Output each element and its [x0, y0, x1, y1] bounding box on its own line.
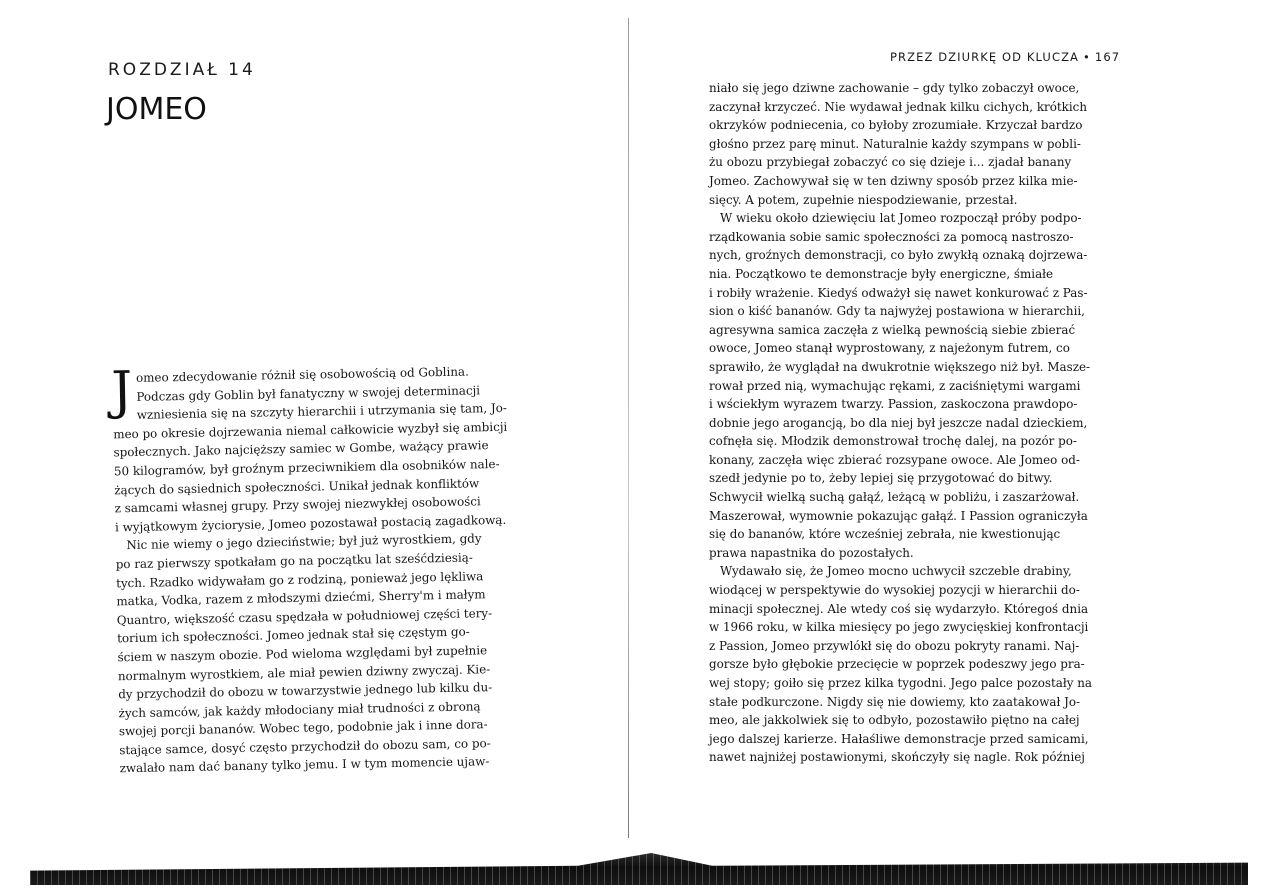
text-line: torium ich społeczności. Jomeo jednak stał się częstym go-: [117, 624, 470, 646]
text-line: cofnęła się. Młodzik demonstrował trochę dalej, na pozór po-: [709, 434, 1077, 449]
chapter-title: JOMEO: [106, 92, 207, 127]
book-gutter: [628, 18, 629, 838]
text-line: rował przed nią, wymachując rękami, z zaciśniętymi wargami: [709, 378, 1081, 393]
text-line: stałe podkurczone. Nigdy się nie dowiemy, kto zaatakował Jo-: [709, 694, 1081, 709]
text-line: normalnym wyrostkiem, ale miał pewien dziwny zwyczaj. Kie-: [117, 661, 491, 683]
text-line: nych, groźnych demonstracji, co było zwykłą oznaką dojrzewa-: [709, 248, 1088, 263]
text-line: Maszerował, wymownie pokazując gałąź. I Passion ograniczyła: [709, 508, 1088, 523]
text-line: stające samce, dosyć często przychodził do obozu sam, co po-: [119, 736, 491, 758]
text-line: dobnie jego arogancją, bo dla niej był jeszcze nadal dzieckiem,: [709, 415, 1088, 430]
text-line: społecznych. Jako najcięższy samiec w Gombe, ważący prawie: [113, 438, 489, 460]
text-line: w 1966 roku, w kilka miesięcy po jego zwycięskiej konfrontacji: [709, 620, 1089, 635]
text-line: i robiły wrażenie. Kiedyś odważył się nawet konkurować z Pas-: [709, 285, 1088, 300]
drop-cap: J: [110, 360, 133, 422]
text-line: głośno przez parę minut. Naturalnie każdy szympans w pobli-: [709, 136, 1081, 151]
text-line: nawet najniżej postawionymi, skończyły się nagle. Rok później: [709, 750, 1085, 765]
text-line: W wieku około dziewięciu lat Jomeo rozpoczął próby podpo-: [720, 211, 1082, 226]
text-line: ściem w naszym obozie. Pod wieloma względami był zupełnie: [117, 643, 488, 665]
text-line: po raz pierwszy spotkałam go na początku lat sześćdziesią-: [115, 550, 473, 572]
text-line: niało się jego dziwne zachowanie – gdy tylko zobaczył owoce,: [709, 81, 1080, 95]
text-line: wiodącej w perspektywie do wysokiej pozycji w hierarchii do-: [709, 583, 1080, 598]
text-line: tych. Rzadko widywałam go z rodziną, ponieważ jego lękliwa: [115, 568, 484, 590]
page-number: 167: [1094, 50, 1121, 64]
text-line: wzniesienia się na szczyty hierarchii i utrzymania się tam, Jo-: [136, 400, 507, 423]
running-head-title: PRZEZ DZIURKĘ OD KLUCZA: [890, 50, 1080, 64]
running-head-separator: •: [1083, 50, 1091, 64]
right-page-text: [709, 79, 1156, 767]
text-line: żych samców, jak każdy młodociany miał trudności z obroną: [118, 699, 481, 720]
text-line: żących do sąsiednich społeczności. Unikał jednak konfliktów: [114, 475, 480, 497]
text-line: meo, ale jakkolwiek się to odbyło, pozostawiło piętno na całej: [709, 713, 1080, 728]
text-line: meo po okresie dojrzewania niemal całkowicie wyzbył się ambicji: [113, 419, 508, 442]
text-line: się do bananów, które wcześniej zebrała, nie kwestionując: [709, 527, 1061, 542]
text-line: Quantro, większość czasu spędzała w południowej części tery-: [116, 605, 493, 628]
text-line: jego dalszej karierze. Hałaśliwe demonstracje przed samicami,: [709, 731, 1089, 746]
text-line: gorsze było głębokie przecięcie w poprzek podeszwy jego pra-: [709, 657, 1085, 672]
text-line: matka, Vodka, razem z młodszymi dziećmi, Sherry'm i małym: [116, 587, 486, 609]
text-line: owoce, Jomeo stanął wyprostowany, z najeżonym futrem, co: [709, 341, 1070, 356]
text-line: nia. Początkowo te demonstracje były energiczne, śmiałe: [709, 266, 1054, 281]
text-line: zwalało nam dać banany tylko jemu. I w tym momencie ujaw-: [119, 754, 490, 776]
running-head: [890, 50, 1180, 64]
text-line: i wściekłym wyrazem twarzy. Passion, zaskoczona prawdopo-: [709, 397, 1078, 412]
text-line: Schwycił wielką suchą gałąź, leżącą w pobliżu, i zaszarżował.: [709, 490, 1080, 505]
text-line: prawa napastnika do pozostałych.: [709, 545, 914, 560]
text-line: sion o kiść bananów. Gdy ta najwyżej postawiona w hierarchii,: [709, 304, 1085, 319]
text-line: z Passion, Jomeo przywlókł się do obozu pokryty ranami. Naj-: [709, 638, 1080, 653]
text-line: 50 kilogramów, był groźnym przeciwnikiem dla osobników nale-: [113, 456, 500, 479]
text-line: zaczynał krzyczeć. Nie wydawał jednak kilku cichych, krótkich: [709, 99, 1087, 114]
text-line: swojej porcji bananów. Wobec tego, podobnie jak i inne dora-: [118, 717, 488, 739]
left-page-text: [110, 360, 601, 778]
text-line: wej stopy; goiło się przez kilka tygodni. Jego palce pozostały na: [709, 676, 1092, 690]
text-line: agresywna samica zaczęła z wielką pewnością siebie zbierać: [709, 322, 1076, 337]
chapter-label: ROZDZIAŁ 14: [108, 60, 256, 80]
text-line: konany, zaczęła więc zbierać rozsypane owoce. Ale Jomeo od-: [709, 452, 1080, 467]
text-line: Podczas gdy Goblin był fanatyczny w swojej determinacji: [136, 382, 481, 404]
text-line: Nic nie wiemy o jego dzieciństwie; był już wyrostkiem, gdy: [126, 531, 482, 553]
text-line: Jomeo. Zachowywał się w ten dziwny sposób przez kilka mie-: [709, 173, 1078, 188]
text-line: minacji społecznej. Ale wtedy coś się wydarzyło. Któregoś dnia: [709, 601, 1089, 616]
text-line: szedł jedynie po to, żeby lepiej się przygotować do bitwy.: [709, 471, 1053, 486]
text-line: Wydawało się, że Jomeo mocno uchwycił szczeble drabiny,: [720, 564, 1072, 579]
text-line: omeo zdecydowanie różnił się osobowością od Goblina.: [135, 364, 469, 385]
text-line: sprawiło, że wyglądał na dwukrotnie większego niż był. Masze-: [709, 359, 1091, 374]
text-line: sięcy. A potem, zupełnie niespodziewanie, przestał.: [709, 192, 1018, 207]
text-line: i wyjątkowym życiorysie, Jomeo pozostawał postacią zagadkową.: [114, 512, 507, 535]
scan-edge-shadow: [30, 853, 1248, 885]
text-line: dy przychodził do obozu w towarzystwie jednego lub kilku du-: [118, 680, 493, 702]
text-line: żu obozu przybiegał zobaczyć co się dzieje i... zjadał banany: [709, 155, 1072, 170]
text-line: rządkowania sobie samic społeczności za pomocą nastroszo-: [709, 229, 1074, 244]
text-line: z samcami własnej grupy. Przy swojej niezwykłej osobowości: [114, 494, 481, 516]
text-line: okrzyków podniecenia, co byłoby zrozumiałe. Krzyczał bardzo: [709, 118, 1083, 133]
